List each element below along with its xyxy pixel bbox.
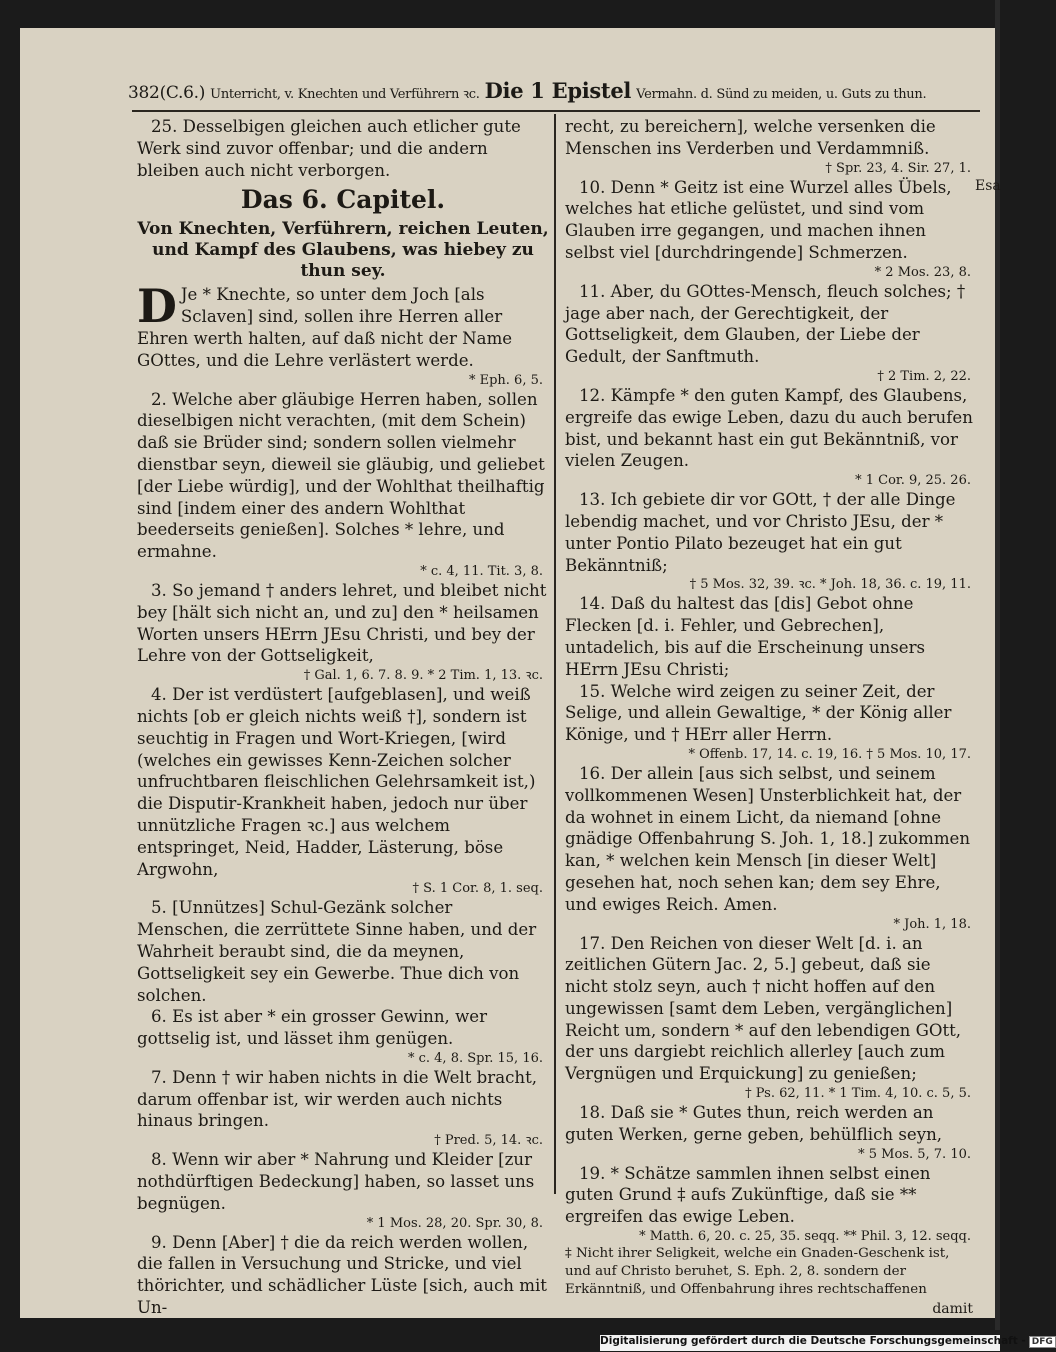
- verse-12-reference: * 1 Cor. 9, 25. 26.: [855, 473, 971, 489]
- verse-25: 25. Desselbigen gleichen auch etlicher gute Werk sind zuvor offenbar; und die andern bleiben auch nicht verborgen.: [137, 117, 521, 180]
- verse-17-reference: † Ps. 62, 11. * 1 Tim. 4, 10. c. 5, 5.: [745, 1086, 971, 1102]
- verse-6: 6. Es ist aber * ein grosser Gewinn, wer gottselig ist, und lässet ihm genügen.: [137, 1007, 488, 1049]
- verse-8-reference: * 1 Mos. 28, 20. Spr. 30, 8.: [366, 1215, 543, 1231]
- column-divider: [554, 114, 556, 1194]
- verse-15-reference: * Offenb. 17, 14. c. 19, 16. † 5 Mos. 10, 17.: [688, 746, 971, 762]
- verse-16: 16. Der allein [aus sich selbst, und seinem vollkommenen Wesen] Unsterblichkeit hat, der da wohnet in einem Licht, da niemand [ohne gnädige Offenbahrung S. Joh. 1, 18.] zukommen kan, * welchen kein Mensch [in dieser Welt] gesehen hat, noch sehen kan; dem sey Ehre, und ewiges Reich. Amen.: [565, 763, 971, 914]
- verse-4: 4. Der ist verdüstert [aufgeblasen], und weiß nichts [ob er gleich nichts weiß †], sondern ist seuchtig in Fragen und Wort-Kriegen, [wird (welches ein gewisses Kenn-Zeichen solcher unfruchtbaren fleischlichen Gelehrsamkeit ist,) die Disputir-Krankheit haben, jedoch nur über unnützliche Fragen ꝛc.] aus welchem entspringet, Neid, Hadder, Lästerung, böse Argwohn,: [137, 685, 536, 879]
- scan-edge: [995, 0, 1000, 1330]
- header-left-title: Unterricht, v. Knechten und Verführern ꝛc.: [210, 87, 480, 102]
- verse-3-reference: † Gal. 1, 6. 7. 8. 9. * 2 Tim. 1, 13. ꝛc.: [303, 668, 543, 684]
- verse-9-reference: † Spr. 23, 4. Sir. 27, 1.: [825, 160, 971, 176]
- verse-2-reference: * c. 4, 11. Tit. 3, 8.: [420, 563, 543, 579]
- verse-11: 11. Aber, du GOttes-Mensch, fleuch solches; † jage aber nach, der Gerechtigkeit, der Gottseligkeit, dem Glauben, der Liebe der Gedult, der Sanftmuth.: [565, 281, 966, 367]
- verse-3: 3. So jemand † anders lehret, und bleibet nicht bey [hält sich nicht an, und zu] den * heilsamen Worten unsers HErrn JEsu Christi, und bey der Lehre von der Gottseligkeit,: [137, 580, 547, 666]
- verse-5: 5. [Unnützes] Schul-Gezänk solcher Menschen, die zerrüttete Sinne haben, und der Wahrheit beraubt sind, die da meynen, Gottseligkeit sey ein Gewerbe. Thue dich von solchen.: [137, 898, 537, 1005]
- verse-4-reference: † S. 1 Cor. 8, 1. seq.: [412, 881, 543, 897]
- verse-16-reference: * Joh. 1, 18.: [893, 916, 971, 932]
- drop-cap: D: [137, 279, 177, 334]
- chapter-summary: Von Knechten, Verführern, reichen Leuten, und Kampf des Glaubens, was hiebey zu thun sey.: [137, 219, 549, 282]
- verse-10-reference: * 2 Mos. 23, 8.: [874, 264, 971, 280]
- verse-2: 2. Welche aber gläubige Herren haben, sollen dieselbigen nicht verachten, (mit dem Schein) daß sie Brüder sind; sondern sollen vielmehr dienstbar seyn, dieweil sie gläubig, und geliebet [der Liebe würdig], und der Wohlthat theilhaftig sind [indem einer des andern Wohlthat beederseits genießen]. Solches * lehre, und ermahne.: [137, 389, 545, 562]
- verse-12: 12. Kämpfe * den guten Kampf, des Glaubens, ergreife das ewige Leben, dazu du auch berufen bist, und bekannt hast ein gut Bekänntniß, vor vielen Zeugen.: [565, 385, 973, 471]
- verse-1: [137, 279, 549, 371]
- verse-17: 17. Den Reichen von dieser Welt [d. i. an zeitlichen Gütern Jac. 2, 5.] gebeut, daß sie nicht stolz seyn, auch † nicht hoffen auf den ungewissen [samt dem Leben, vergänglichen] Reicht um, sondern * auf den lebendigen GOtt, der uns dargiebt reichlich allerley [auch zum Vergnügen und Erquickung] zu genießen;: [565, 933, 962, 1084]
- verse-18: 18. Daß sie * Gutes thun, reich werden an guten Werken, gerne geben, behülflich seyn,: [565, 1103, 943, 1144]
- catchword: damit: [932, 1301, 973, 1318]
- verse-18-reference: * 5 Mos. 5, 7. 10.: [858, 1146, 971, 1162]
- verse-9-continued: recht, zu bereichern], welche versenken die Menschen ins Verderben und Verdammniß.: [565, 117, 936, 158]
- verse-1-reference: * Eph. 6, 5.: [468, 372, 543, 388]
- verse-19: 19. * Schätze sammlen ihnen selbst einen guten Grund ‡ aufs Zukünftige, daß sie ** ergreifen das ewige Leben.: [565, 1163, 931, 1227]
- verse-7-reference: † Pred. 5, 14. ꝛc.: [434, 1133, 543, 1149]
- left-column: [137, 116, 549, 1319]
- chapter-marker: (C.6.): [159, 83, 206, 103]
- credit-text: Digitalisierung gefördert durch die Deutsche Forschungsgemeinschaft -: [600, 1335, 1026, 1347]
- header-center-title: Die 1 Epistel: [484, 78, 632, 103]
- verse-13: 13. Ich gebiete dir vor GOtt, † der alle Dinge lebendig machet, und vor Christo JEsu, der * unter Pontio Pilato bezeuget hat ein gut Bekänntniß;: [565, 490, 956, 575]
- verse-7: 7. Denn † wir haben nichts in die Welt bracht, darum offenbar ist, wir werden auch nichts hinaus bringen.: [137, 1067, 538, 1131]
- verse-19-reference: * Matth. 6, 20. c. 25, 35. seqq. ** Phil. 3, 12. seqq.: [639, 1229, 971, 1245]
- verse-14: 14. Daß du haltest das [dis] Gebot ohne Flecken [d. i. Fehler, und Gebrechen], untadelich, bis auf die Erscheinung unsers HErrn JEsu Christi;: [565, 594, 926, 679]
- verse-11-reference: † 2 Tim. 2, 22.: [877, 368, 971, 384]
- digitization-credit: [600, 1335, 1053, 1351]
- verse-1-text: Je * Knechte, so unter dem Joch [als Sclaven] sind, sollen ihre Herren aller Ehren werth halten, auf daß nicht der Name GOttes, und die Lehre verlästert werde.: [137, 285, 513, 370]
- header-rule: [132, 110, 980, 112]
- header-right-title: Vermahn. d. Sünd zu meiden, u. Guts zu thun.: [636, 87, 927, 102]
- verse-9: 9. Denn [Aber] † die da reich werden wollen, die fallen in Versuchung und Stricke, und viel thörichter, und schädlicher Lüste [sich, auch mit Un-: [137, 1232, 547, 1318]
- margin-note: Esa: [975, 178, 1001, 194]
- right-column: [565, 116, 977, 1321]
- verse-15: 15. Welche wird zeigen zu seiner Zeit, der Selige, und allein Gewaltige, * der König aller Könige, und † HErr aller Herrn.: [565, 681, 952, 745]
- page-number: 382: [128, 83, 160, 103]
- footnote: ‡ Nicht ihrer Seligkeit, welche ein Gnaden-Geschenk ist, und auf Christo beruhet, S. Eph. 2, 8. sondern der Erkänntniß, und Offenbahrung ihres rechtschaffenen: [565, 1246, 950, 1298]
- verse-13-reference: † 5 Mos. 32, 39. ꝛc. * Joh. 18, 36. c. 19, 11.: [689, 577, 971, 593]
- verse-8: 8. Wenn wir aber * Nahrung und Kleider [zur nothdürftigen Bedeckung] haben, so lasset uns begnügen.: [137, 1150, 535, 1213]
- chapter-title: Das 6. Capitel.: [240, 185, 446, 215]
- dfg-logo: DFG: [1029, 1336, 1056, 1348]
- verse-10: 10. Denn * Geitz ist eine Wurzel alles Übels, welches hat etliche gelüstet, und sind vom Glauben irre gegangen, und machen ihnen selbst viel [durchdringende] Schmerzen.: [565, 177, 952, 262]
- verse-6-reference: * c. 4, 8. Spr. 15, 16.: [407, 1050, 543, 1066]
- running-header: [128, 78, 983, 108]
